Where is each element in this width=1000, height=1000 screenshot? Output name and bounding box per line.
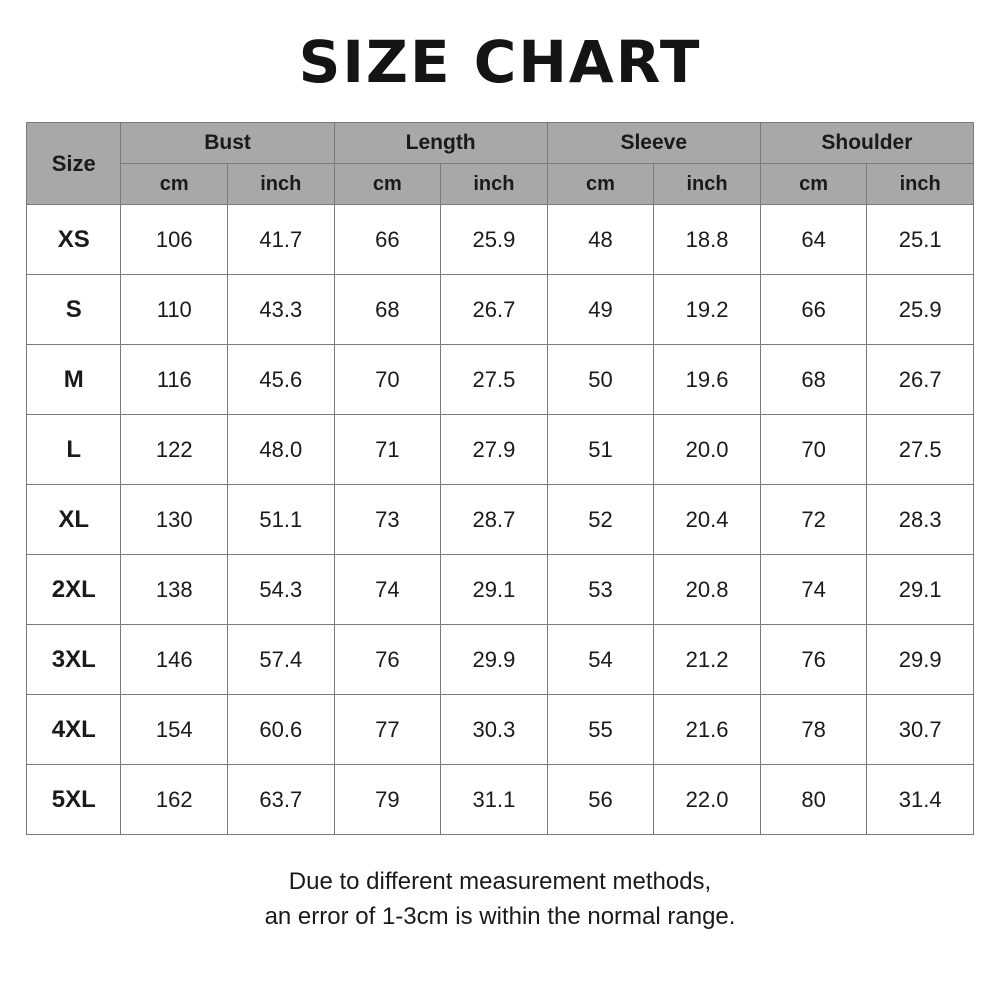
table-head <box>27 123 974 205</box>
table-body <box>27 205 974 835</box>
cell-sleeve-inch: 21.6 <box>654 695 761 765</box>
cell-shoulder-cm: 80 <box>760 765 867 835</box>
cell-sleeve-cm: 52 <box>547 485 654 555</box>
unit-header-length-inch: inch <box>441 164 548 205</box>
cell-length-inch: 27.9 <box>441 415 548 485</box>
cell-length-cm: 79 <box>334 765 441 835</box>
cell-shoulder-inch: 30.7 <box>867 695 974 765</box>
unit-header-sleeve-inch: inch <box>654 164 761 205</box>
table-row <box>27 765 974 835</box>
cell-shoulder-cm: 76 <box>760 625 867 695</box>
cell-bust-inch: 48.0 <box>228 415 335 485</box>
cell-shoulder-cm: 68 <box>760 345 867 415</box>
size-chart-table-wrapper <box>26 122 974 835</box>
cell-length-cm: 70 <box>334 345 441 415</box>
cell-shoulder-inch: 29.9 <box>867 625 974 695</box>
cell-length-inch: 26.7 <box>441 275 548 345</box>
unit-header-length-cm: cm <box>334 164 441 205</box>
cell-sleeve-inch: 22.0 <box>654 765 761 835</box>
size-chart-table <box>26 122 974 835</box>
size-label: 5XL <box>27 765 121 835</box>
column-header-sleeve: Sleeve <box>547 123 760 164</box>
unit-header-bust-inch: inch <box>228 164 335 205</box>
cell-length-cm: 66 <box>334 205 441 275</box>
table-row <box>27 485 974 555</box>
cell-sleeve-inch: 21.2 <box>654 625 761 695</box>
cell-sleeve-inch: 20.0 <box>654 415 761 485</box>
size-label: 4XL <box>27 695 121 765</box>
cell-shoulder-inch: 28.3 <box>867 485 974 555</box>
cell-length-inch: 25.9 <box>441 205 548 275</box>
cell-sleeve-inch: 18.8 <box>654 205 761 275</box>
cell-length-cm: 74 <box>334 555 441 625</box>
cell-bust-inch: 54.3 <box>228 555 335 625</box>
cell-sleeve-cm: 55 <box>547 695 654 765</box>
cell-sleeve-cm: 49 <box>547 275 654 345</box>
cell-bust-cm: 116 <box>121 345 228 415</box>
cell-bust-inch: 43.3 <box>228 275 335 345</box>
cell-sleeve-cm: 54 <box>547 625 654 695</box>
column-header-shoulder: Shoulder <box>760 123 973 164</box>
cell-shoulder-cm: 66 <box>760 275 867 345</box>
cell-bust-cm: 154 <box>121 695 228 765</box>
page-title: SIZE CHART <box>298 28 702 96</box>
cell-length-cm: 77 <box>334 695 441 765</box>
table-row <box>27 625 974 695</box>
cell-bust-inch: 57.4 <box>228 625 335 695</box>
cell-sleeve-cm: 50 <box>547 345 654 415</box>
cell-shoulder-inch: 27.5 <box>867 415 974 485</box>
table-row <box>27 555 974 625</box>
cell-bust-cm: 106 <box>121 205 228 275</box>
measurement-note <box>0 865 1000 935</box>
measurement-note-line-1: Due to different measurement methods, <box>288 868 712 895</box>
cell-bust-cm: 110 <box>121 275 228 345</box>
cell-shoulder-inch: 25.9 <box>867 275 974 345</box>
table-row <box>27 695 974 765</box>
cell-length-inch: 30.3 <box>441 695 548 765</box>
cell-sleeve-inch: 19.2 <box>654 275 761 345</box>
cell-length-inch: 27.5 <box>441 345 548 415</box>
measurement-note-line-2: an error of 1-3cm is within the normal range. <box>264 902 736 930</box>
column-header-bust: Bust <box>121 123 334 164</box>
cell-sleeve-cm: 56 <box>547 765 654 835</box>
cell-sleeve-inch: 20.4 <box>654 485 761 555</box>
cell-shoulder-inch: 31.4 <box>867 765 974 835</box>
cell-bust-inch: 60.6 <box>228 695 335 765</box>
table-row <box>27 275 974 345</box>
size-label: 2XL <box>27 555 121 625</box>
column-header-length: Length <box>334 123 547 164</box>
table-row <box>27 345 974 415</box>
unit-header-shoulder-cm: cm <box>760 164 867 205</box>
table-row <box>27 415 974 485</box>
cell-bust-cm: 130 <box>121 485 228 555</box>
cell-shoulder-cm: 70 <box>760 415 867 485</box>
cell-bust-cm: 138 <box>121 555 228 625</box>
cell-length-inch: 29.9 <box>441 625 548 695</box>
cell-length-inch: 28.7 <box>441 485 548 555</box>
size-label: S <box>27 275 121 345</box>
cell-shoulder-inch: 26.7 <box>867 345 974 415</box>
cell-sleeve-inch: 19.6 <box>654 345 761 415</box>
cell-bust-inch: 41.7 <box>228 205 335 275</box>
cell-length-inch: 31.1 <box>441 765 548 835</box>
size-label: L <box>27 415 121 485</box>
cell-shoulder-inch: 25.1 <box>867 205 974 275</box>
cell-shoulder-cm: 74 <box>760 555 867 625</box>
cell-bust-inch: 63.7 <box>228 765 335 835</box>
cell-length-cm: 68 <box>334 275 441 345</box>
size-label: 3XL <box>27 625 121 695</box>
unit-header-sleeve-cm: cm <box>547 164 654 205</box>
cell-bust-cm: 122 <box>121 415 228 485</box>
column-header-size: Size <box>27 123 121 205</box>
size-label: XS <box>27 205 121 275</box>
unit-header-bust-cm: cm <box>121 164 228 205</box>
cell-bust-cm: 146 <box>121 625 228 695</box>
cell-bust-inch: 51.1 <box>228 485 335 555</box>
size-label: XL <box>27 485 121 555</box>
cell-length-cm: 73 <box>334 485 441 555</box>
cell-sleeve-inch: 20.8 <box>654 555 761 625</box>
unit-header-row <box>27 164 974 205</box>
cell-bust-cm: 162 <box>121 765 228 835</box>
cell-length-cm: 76 <box>334 625 441 695</box>
cell-shoulder-inch: 29.1 <box>867 555 974 625</box>
size-label: M <box>27 345 121 415</box>
cell-shoulder-cm: 78 <box>760 695 867 765</box>
cell-length-inch: 29.1 <box>441 555 548 625</box>
cell-sleeve-cm: 48 <box>547 205 654 275</box>
cell-shoulder-cm: 64 <box>760 205 867 275</box>
unit-header-shoulder-inch: inch <box>867 164 974 205</box>
group-header-row <box>27 123 974 164</box>
cell-bust-inch: 45.6 <box>228 345 335 415</box>
table-row <box>27 205 974 275</box>
cell-sleeve-cm: 53 <box>547 555 654 625</box>
cell-shoulder-cm: 72 <box>760 485 867 555</box>
cell-length-cm: 71 <box>334 415 441 485</box>
cell-sleeve-cm: 51 <box>547 415 654 485</box>
